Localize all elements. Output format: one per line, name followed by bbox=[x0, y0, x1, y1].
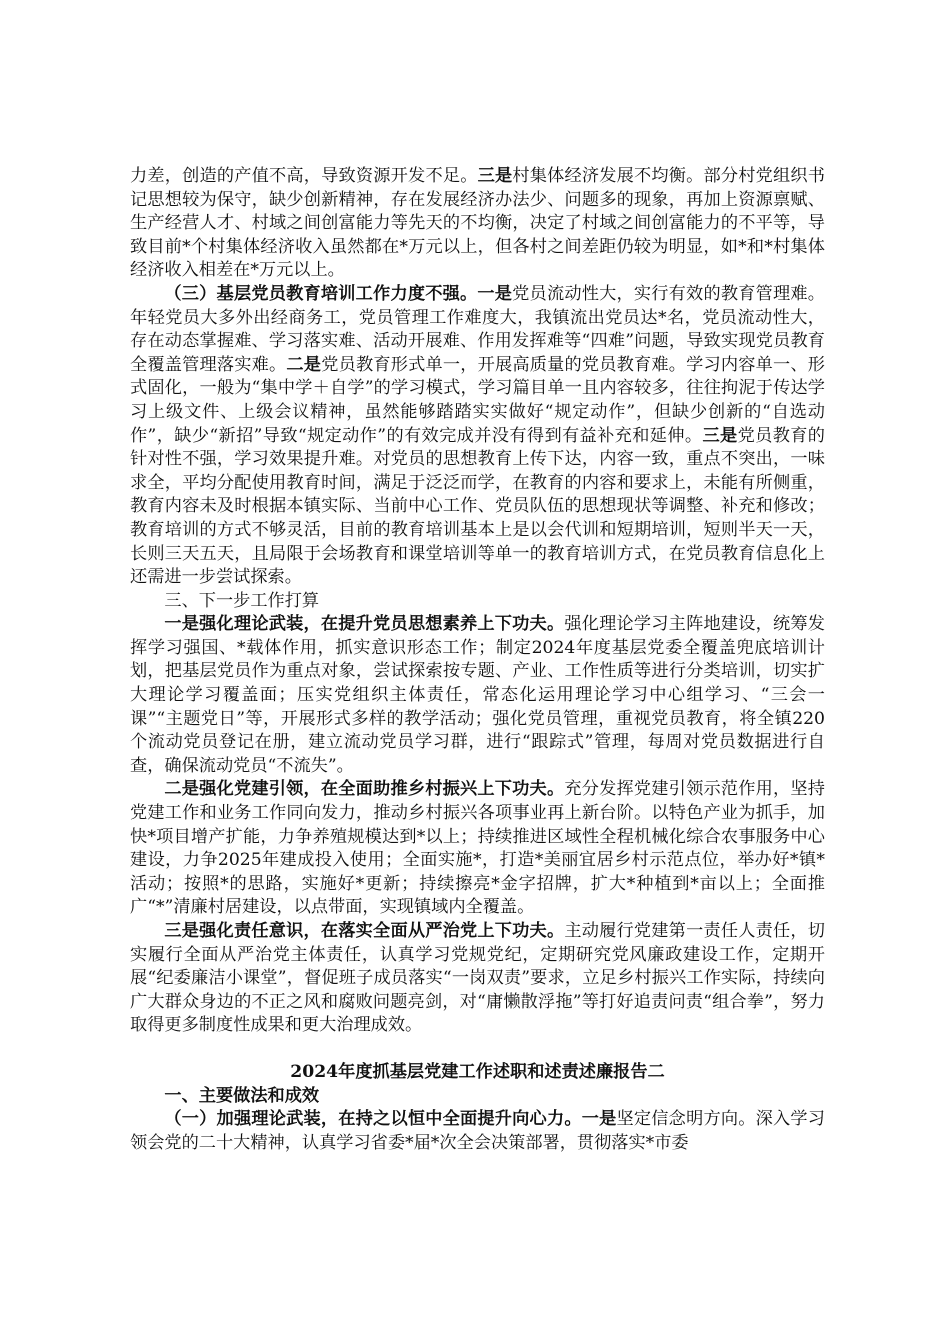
paragraph-4-lead: 一是强化理论武装，在提升党员思想素养上下功夫。 bbox=[164, 614, 565, 635]
paragraph-2-text-c: 党员教育的针对性不强，学习效果提升难。对党员的思想教育上传下达，内容一致，重点不突出，一味求全，平均分配使用教育时间，满足于泛泛而学，在教育的内容和要求上，未能有所侧重，教育内容未及时根据本镇实际、当前中心工作、党员队伍的思想现状等调整、补充和修改；教育培训的方式不够灵活，目前的教育培训基本上是以会代训和短期培训，短则半天一天，长则三天五天，且局限于会场教育和课堂培训等单一的教育培训方式，在党员教育信息化上还需进一步尝试探索。 bbox=[130, 425, 825, 588]
section-heading-3: 三、下一步工作打算 bbox=[164, 590, 320, 611]
paragraph-5 bbox=[130, 778, 825, 920]
paragraph-2-bold-c: 三是 bbox=[702, 425, 738, 446]
paragraph-1-bold: 三是 bbox=[477, 166, 513, 186]
paragraph-2-lead: （三）基层党员教育培训工作力度不强。一是 bbox=[164, 283, 513, 304]
paragraph-2 bbox=[130, 283, 825, 590]
paragraph-1 bbox=[130, 165, 825, 283]
paragraph-6-lead: 三是强化责任意识，在落实全面从严治党上下功夫。 bbox=[164, 921, 565, 941]
paragraph-1-text-b: 村集体经济发展不均衡。部分村党组织书记思想较为保守，缺少创新精神，存在发展经济办法少、问题多的现象，再加上资源禀赋、生产经营人才、村域之间创富能力等先天的不均衡，决定了村域之间创富能力的不平等，导致目前*个村集体经济收入虽然都在*万元以上，但各村之间差距仍较为明显，如*和*村集体经济收入相差在*万元以上。 bbox=[130, 166, 825, 281]
paragraph-6-text: 主动履行党建第一责任人责任，切实履行全面从严治党主体责任，认真学习党规党纪，定期研究党风廉政建设工作，定期开展“纪委廉洁小课堂”，督促班子成员落实“一岗双责”要求，立足乡村振兴工作实际，持续向广大群众身边的不正之风和腐败问题亮剑，对“庸懒散浮拖”等打好追责问责“组合拳”，努力取得更多制度性成果和更大治理成效。 bbox=[130, 921, 825, 1036]
paragraph-1-text-a: 力差，创造的产值不高，导致资源开发不足。 bbox=[130, 166, 478, 186]
paragraph-5-lead: 二是强化党建引领，在全面助推乡村振兴上下功夫。 bbox=[164, 779, 565, 800]
paragraph-2-bold-b: 二是 bbox=[286, 354, 322, 375]
paragraph-9-text: 坚定信念明方向。深入学习领会党的二十大精神，认真学习省委*届*次全会决策部署，贯彻落实*市委 bbox=[130, 1109, 825, 1153]
paragraph-9-lead: （一）加强理论武装，在持之以恒中全面提升向心力。一是 bbox=[164, 1109, 617, 1130]
section-heading-1: 一、主要做法和成效 bbox=[164, 1085, 320, 1106]
paragraph-6 bbox=[130, 920, 825, 1038]
paragraph-5-text: 充分发挥党建引领示范作用，坚持党建工作和业务工作同向发力，推动乡村振兴各项事业再上新台阶。以特色产业为抓手，加快*项目增产扩能，力争养殖规模达到*以上；持续推进区域性全程机械化综合农事服务中心建设，力争2025年建成投入使用；全面实施*，打造*美丽宜居乡村示范点位，举办好*镇*活动；按照*的思路，实施好*更新；持续擦亮*金字招牌，扩大*种植到*亩以上；全面推广“*”清廉村居建设，以点带面，实现镇域内全覆盖。 bbox=[130, 779, 825, 918]
report-title: 2024年度抓基层党建工作述职和述责述廉报告二 bbox=[290, 1061, 665, 1082]
paragraph-4 bbox=[130, 613, 825, 778]
paragraph-4-text: 强化理论学习主阵地建设，统筹发挥学习强国、*载体作用，抓实意识形态工作；制定2024年度基层党委全覆盖兜底培训计划，把基层党员作为重点对象，尝试探索按专题、产业、工作性质等进行分类培训，切实扩大理论学习覆盖面；压实党组织主体责任，常态化运用理论学习中心组学习、“三会一课”“主题党日”等，开展形式多样的教学活动；强化党员管理，重视党员教育，将全镇220个流动党员登记在册，建立流动党员学习群，进行“跟踪式”管理，每周对党员数据进行自查，确保流动党员“不流失”。 bbox=[130, 614, 825, 776]
paragraph-9 bbox=[130, 1108, 825, 1155]
document-page bbox=[130, 165, 825, 1155]
paragraph-2-text-a: 党员流动性大，实行有效的教育管理难。年轻党员大多外出经商务工，党员管理工作难度大，我镇流出党员达*名，党员流动性大，存在动态掌握难、学习落实难、活动开展难、作用发挥难等“四难”问题，导致实现党员教育全覆盖管理落实难。 bbox=[130, 283, 825, 375]
paragraph-2-text-b: 党员教育形式单一，开展高质量的党员教育难。学习内容单一、形式固化，一般为“集中学＋自学”的学习模式，学习篇目单一且内容较多，往往拘泥于传达学习上级文件、上级会议精神，虽然能够踏踏实实做好“规定动作”，但缺少创新的“自选动作”，缺少“新招”导致“规定动作”的有效完成并没有得到有益补充和延伸。 bbox=[130, 354, 825, 446]
